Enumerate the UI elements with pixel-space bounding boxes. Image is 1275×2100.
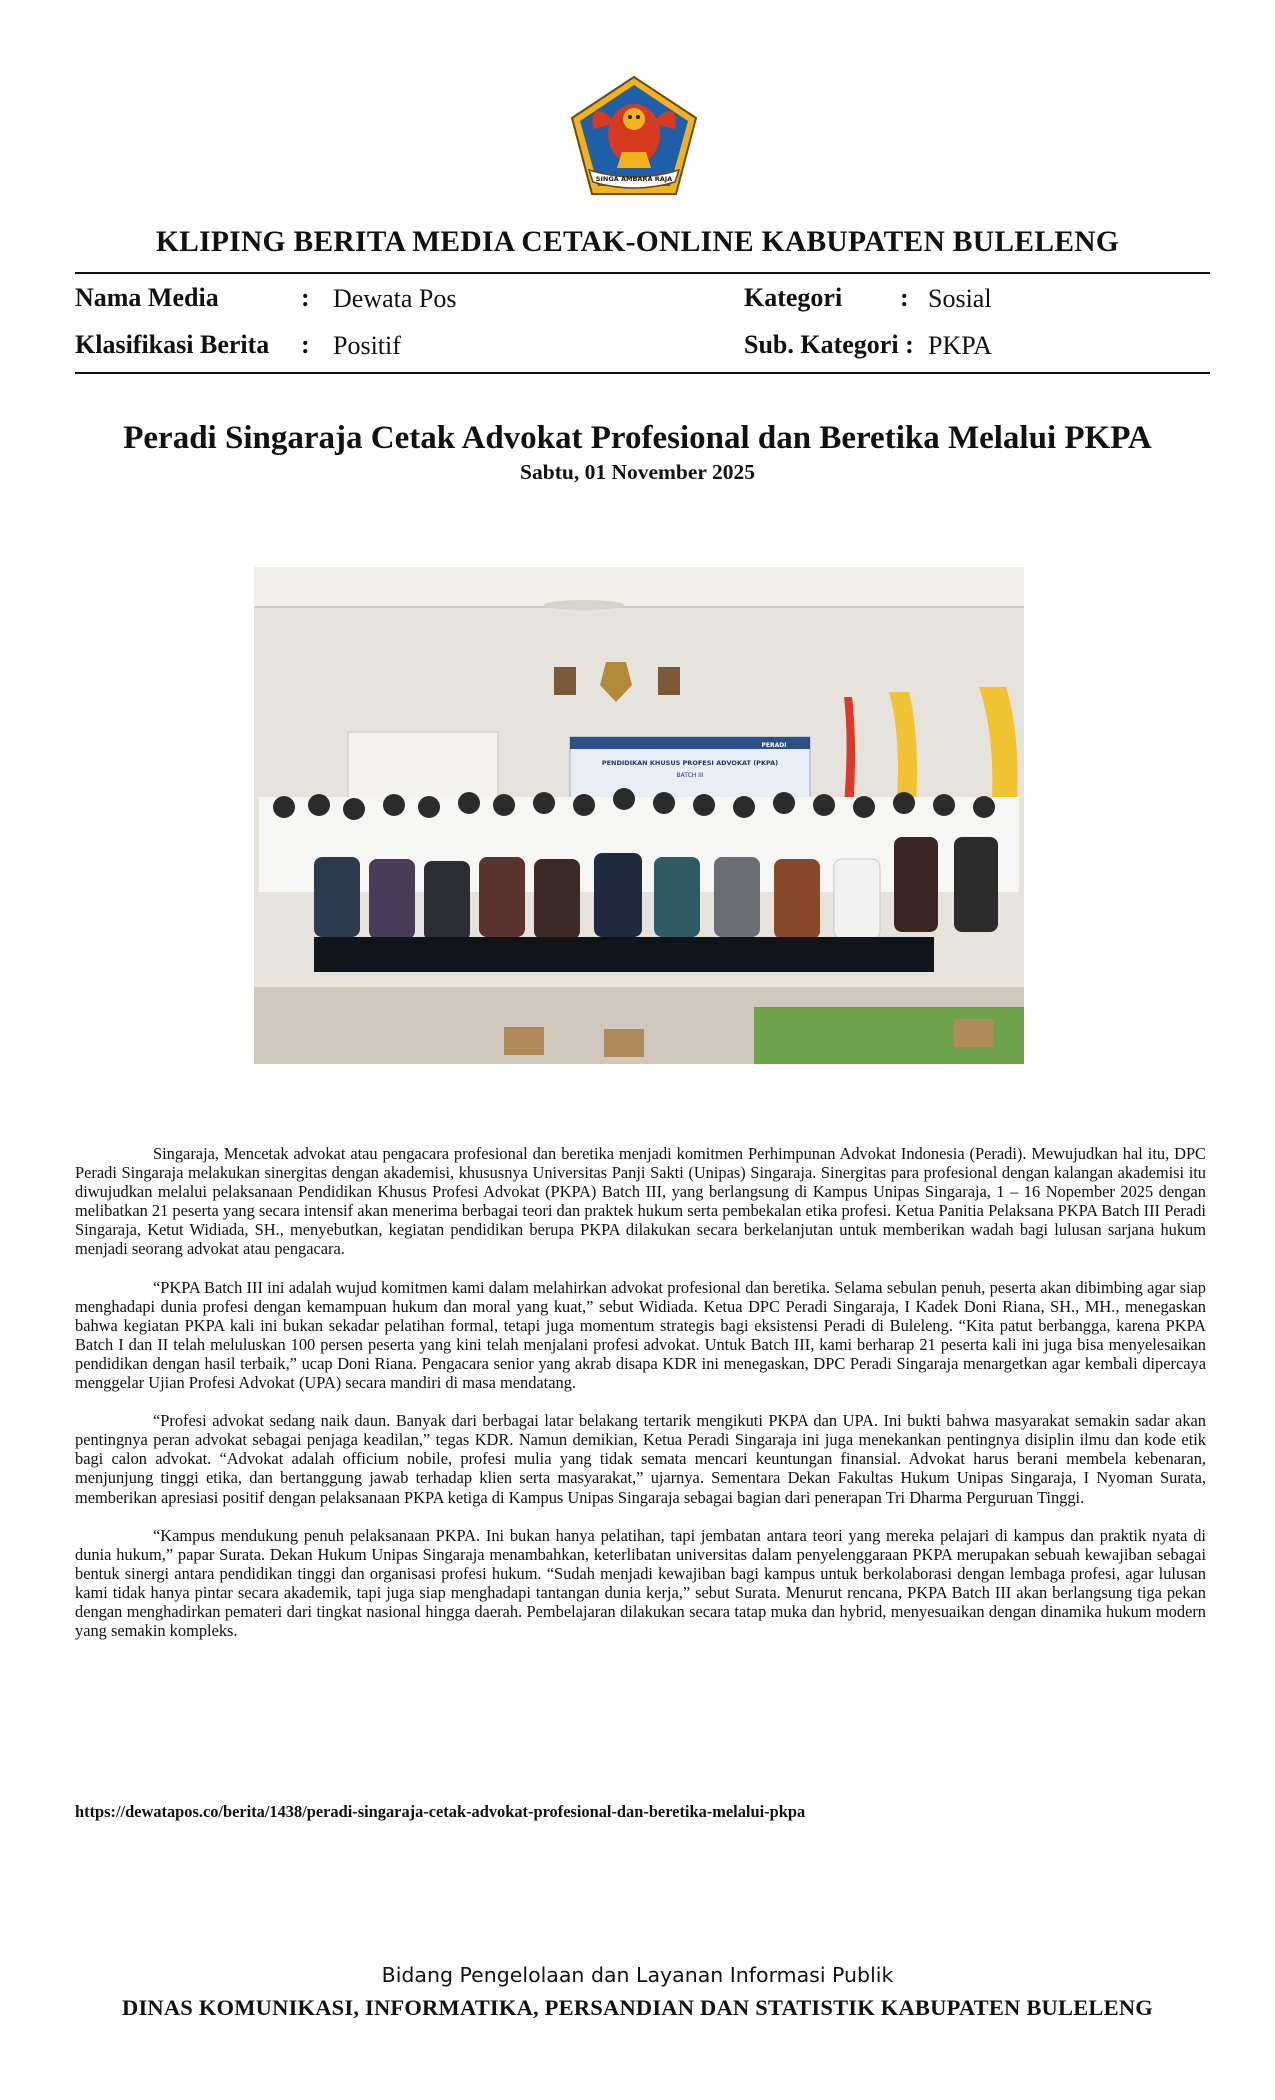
header-divider-top bbox=[75, 272, 1210, 274]
logo-motto: SINGA AMBARA RAJA bbox=[595, 175, 673, 183]
ceiling-fan bbox=[544, 600, 624, 610]
meta-klasifikasi-colon: : bbox=[301, 330, 310, 359]
footer-department: Bidang Pengelolaan dan Layanan Informasi Publik bbox=[381, 1963, 894, 1987]
article-photo bbox=[254, 567, 1024, 1064]
portrait-frame-left bbox=[554, 667, 576, 695]
banner-subtitle: BATCH III bbox=[676, 772, 704, 779]
banner-brand: PERADI bbox=[761, 742, 787, 749]
meta-sub-kategori bbox=[744, 330, 914, 360]
article-paragraph: “PKPA Batch III ini adalah wujud komitmen kami dalam melahirkan advokat profesional dan beretika. Selama sebulan penuh, peserta akan dibimbing agar siap menghadapi dunia profesi dengan kemampuan hukum dan moral yang kuat,” sebut Widiada. Ketua DPC Peradi Singaraja, I Kadek Doni Riana, SH., MH., menegaskan bahwa kegiatan PKPA kali ini bukan sekadar pelatihan formal, tetapi juga momentum strategis bagi eksistensi Peradi di Buleleng. “Kita patut berbangga, karena PKPA Batch I dan II telah meluluskan 100 persen peserta yang kini telah menjalani profesi advokat. Untuk Batch III, kami berharap 21 peserta kali ini juga bisa menyelesaikan pendidikan dengan hasil terbaik,” ucap Doni Riana. Pengacara senior yang akrab disapa KDR ini menegaskan, DPC Peradi Singaraja menargetkan agar kembali dipercaya menggelar Ujian Profesi Advokat (UPA) secara mandiri di masa mendatang. bbox=[75, 1277, 1206, 1393]
article-paragraph: “Kampus mendukung penuh pelaksanaan PKPA. Ini bukan hanya pelatihan, tapi jembatan antara teori yang mereka pelajari di kampus dan praktik nyata di dunia hukum,” papar Surata. Dekan Hukum Unipas Singaraja menambahkan, keterlibatan universitas dalam penyelenggaraan PKPA merupakan sebuah kewajiban sebagai bentuk sinergi antara pendidikan tinggi dan organisasi profesi hukum. “Sudah menjadi kewajiban bagi kampus untuk berkolaborasi dengan lembaga profesi, agar lulusan kami tidak hanya pintar secara akademik, tapi juga siap menghadapi tantangan dunia kerja,” sebut Surata. Menurut rencana, PKPA Batch III akan berlangsung tiga pekan dengan menghadirkan pemateri dari tingkat nasional hingga daerah. Pembelajaran dilakukan secara tatap muka dan hybrid, menyesuaikan dengan dinamika hukum modern yang semakin kompleks. bbox=[75, 1525, 1206, 1641]
clipping-header-title: KLIPING BERITA MEDIA CETAK-ONLINE KABUPATEN BULELENG bbox=[155, 226, 1120, 258]
meta-nama-media bbox=[75, 283, 219, 313]
article-paragraph: Singaraja, Mencetak advokat atau pengacara profesional dan beretika menjadi komitmen Perhimpunan Advokat Indonesia (Peradi). Mewujudkan hal itu, DPC Peradi Singaraja melakukan sinergitas dengan akademisi, khususnya Universitas Panji Sakti (Unipas) Singaraja. Sinergitas para profesional dengan kalangan akademisi itu diwujudkan melalui pelaksanaan Pendidikan Khusus Profesi Advokat (PKPA) Batch III, yang berlangsung di Kampus Unipas Singaraja, 1 – 16 Nopember 2025 dengan melibatkan 21 peserta yang secara intensif akan menerima berbagai teori dan praktek hukum serta pembekalan etika profesi. Ketua Panitia Pelaksana PKPA Batch III Peradi Singaraja, Ketut Widiada, SH., menyebutkan, kegiatan pendidikan berupa PKPA dilakukan secara berkelanjutan untuk memberikan wadah bagi lulusan sarjana hukum menjadi seorang advokat atau pengacara. bbox=[75, 1144, 1206, 1259]
article-title: Peradi Singaraja Cetak Advokat Profesional dan Beretika Melalui PKPA bbox=[123, 420, 1152, 456]
sub-kategori-label: Sub. Kategori : bbox=[744, 330, 914, 359]
klasifikasi-label: Klasifikasi Berita bbox=[75, 330, 270, 359]
source-url[interactable]: https://dewatapos.co/berita/1438/peradi-singaraja-cetak-advokat-profesional-dan-beretika-melalui-pkpa bbox=[75, 1802, 806, 1821]
meta-kategori-colon: : bbox=[900, 283, 909, 312]
article-paragraph: “Profesi advokat sedang naik daun. Banyak dari berbagai latar belakang tertarik mengikuti PKPA dan UPA. Ini bukti bahwa masyarakat semakin sadar akan pentingnya peran advokat sebagai penjaga keadilan,” tegas KDR. Namun demikian, Ketua Peradi Singaraja ini juga menekankan pentingnya disiplin ilmu dan kode etik bagi calon advokat. “Advokat adalah officium nobile, profesi mulia yang tidak semata mencari keuntungan finansial. Advokat harus berani membela kebenaran, menjunjung tinggi etika, dan bertanggung jawab terhadap klien serta masyarakat,” ujarnya. Sementara Dekan Fakultas Hukum Unipas Singaraja, I Nyoman Surata, memberikan apresiasi positif dengan pelaksanaan PKPA ketiga di Kampus Unipas Singaraja sebagai bagian dari penerapan Tri Dharma Perguruan Tinggi. bbox=[75, 1411, 1206, 1507]
meta-nama-media-colon: : bbox=[301, 283, 310, 312]
buleleng-regency-logo bbox=[567, 74, 701, 200]
sub-kategori-value: PKPA bbox=[928, 331, 993, 360]
nama-media-label: Nama Media bbox=[75, 283, 219, 312]
snack-box bbox=[504, 1027, 544, 1055]
kategori-value: Sosial bbox=[928, 284, 992, 313]
header-divider-bottom bbox=[75, 372, 1210, 374]
klasifikasi-value: Positif bbox=[333, 331, 401, 360]
portrait-frame-right bbox=[658, 667, 680, 695]
snack-box bbox=[954, 1019, 994, 1047]
snack-box bbox=[604, 1029, 644, 1057]
meta-klasifikasi bbox=[75, 330, 269, 360]
kategori-label: Kategori bbox=[744, 283, 843, 312]
footer-agency: DINAS KOMUNIKASI, INFORMATIKA, PERSANDIAN DAN STATISTIK KABUPATEN BULELENG bbox=[122, 1995, 1153, 2020]
banner-title: PENDIDIKAN KHUSUS PROFESI ADVOKAT (PKPA) bbox=[601, 759, 779, 767]
article-body bbox=[75, 1144, 1206, 1659]
nama-media-value: Dewata Pos bbox=[333, 284, 457, 313]
meta-kategori bbox=[744, 283, 842, 313]
article-date: Sabtu, 01 November 2025 bbox=[520, 460, 755, 484]
trousers-row bbox=[314, 937, 934, 972]
